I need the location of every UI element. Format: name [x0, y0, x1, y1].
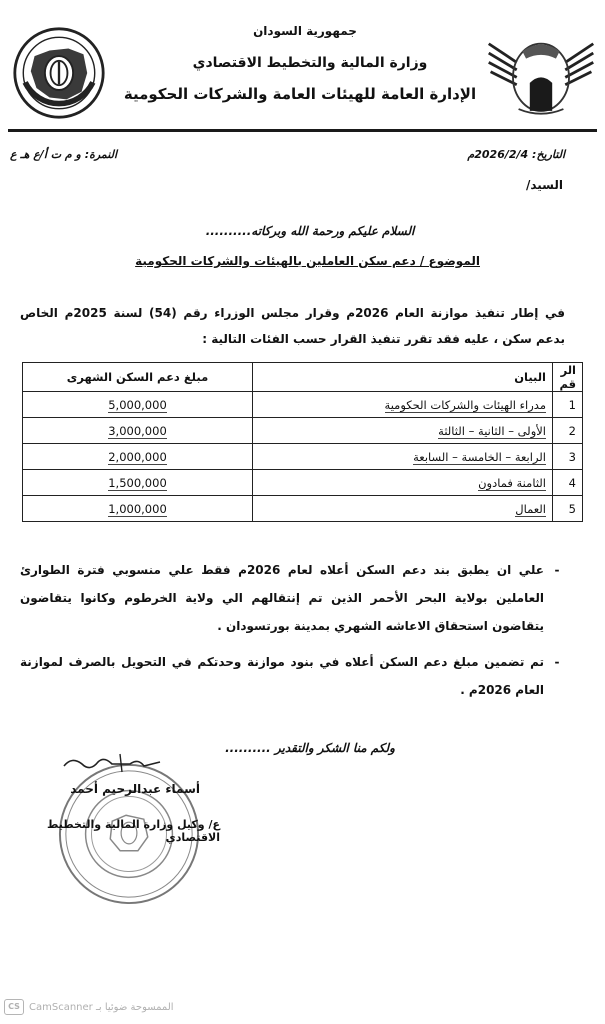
reference-number-field [10, 148, 117, 161]
header-number: الرقم [553, 363, 583, 392]
addressee: السيد/ [525, 178, 563, 192]
intro-paragraph: في إطار تنفيذ موازنة العام 2026م وقرار مجلس الوزراء رقم (54) لسنة 2025م الخاص بدعم سكن ، عليه فقد تقرر تنفيذ القرار حسب الفئات التالية : [20, 306, 566, 346]
handwritten-signature [60, 752, 170, 778]
subject-line: الموضوع / دعم سكن العاملين بالهيئات والشركات الحكومية [135, 254, 480, 268]
row-number: 3 [553, 444, 583, 470]
row-amount [23, 392, 253, 418]
note-item [20, 648, 570, 704]
row-number: 1 [553, 392, 583, 418]
note-item [20, 556, 570, 640]
number-label: النمرة: [84, 148, 118, 161]
ministry-name: وزارة المالية والتخطيط الاقتصادي [192, 55, 428, 71]
note-text: تم تضمين مبلغ دعم السكن أعلاه في بنود موازنة وحدتكم في التحويل بالصرف لموازنة العام 2026م . [20, 655, 544, 697]
row-amount-text: 2,000,000 [108, 449, 167, 464]
camscanner-watermark [4, 999, 174, 1015]
signatory-title: ع/ وكيل وزارة المالية والتخطيط الاقتصادي [47, 818, 220, 844]
row-description-text: الرابعة – الخامسة – السابعة [413, 449, 546, 464]
housing-allowance-table [22, 362, 583, 522]
row-description-text: العمال [515, 501, 546, 516]
row-description-text: مدراء الهيئات والشركات الحكومية [384, 397, 546, 412]
table-row [23, 444, 583, 470]
row-amount [23, 470, 253, 496]
closing-line: ولكم منا الشكر والتقدير .......... [225, 741, 395, 755]
country-name: جمهورية السودان [253, 24, 357, 38]
table-row [23, 392, 583, 418]
header-description: البيان [253, 363, 553, 392]
row-number: 2 [553, 418, 583, 444]
header-amount: مبلغ دعم السكن الشهرى [23, 363, 253, 392]
row-number: 5 [553, 496, 583, 522]
row-description [253, 418, 553, 444]
table-header-row [23, 363, 583, 392]
bullet-dash: - [554, 563, 560, 577]
sudan-eagle-emblem-logo [485, 30, 597, 120]
date-field [467, 148, 565, 161]
row-amount-text: 3,000,000 [108, 423, 167, 438]
row-amount [23, 444, 253, 470]
row-number: 4 [553, 470, 583, 496]
date-value: 2026/2/4م [467, 148, 529, 161]
row-description [253, 444, 553, 470]
row-amount [23, 418, 253, 444]
row-description-text: الأولى – الثانية – الثالثة [438, 423, 546, 438]
row-description [253, 470, 553, 496]
row-amount [23, 496, 253, 522]
camscanner-text: الممسوحة ضوئيا بـ CamScanner [29, 1001, 174, 1013]
camscanner-icon: CS [4, 999, 24, 1015]
table-row [23, 470, 583, 496]
row-amount-text: 5,000,000 [108, 397, 167, 412]
row-description [253, 496, 553, 522]
greeting: السلام عليكم ورحمة الله وبركاته.......... [205, 224, 415, 238]
header-divider [8, 129, 597, 132]
row-amount-text: 1,000,000 [108, 501, 167, 516]
date-label: التاريخ: [532, 148, 565, 161]
number-value: و م ت أ/ع هـ ع [10, 148, 81, 161]
table-row [23, 418, 583, 444]
bullet-dash: - [554, 655, 560, 669]
row-description [253, 392, 553, 418]
ministry-emblem-logo [12, 26, 106, 120]
row-description-text: الثامنة فمادون [478, 475, 546, 490]
table-row [23, 496, 583, 522]
department-name: الإدارة العامة للهيئات العامة والشركات الحكومية [123, 85, 477, 103]
row-amount-text: 1,500,000 [108, 475, 167, 490]
notes-list [20, 556, 570, 712]
signatory-name: أسماء عبدالرحيم أحمد [70, 782, 200, 796]
note-text: علي ان يطبق بند دعم السكن أعلاه لعام 2026م فقط علي منسوبي فترة الطوارئ العاملين بولاية البحر الأحمر الذين تم إنتقالهم الي ولاية الخرطوم وكانوا يتقاضون يتقاضون استحقاق الاعاشه الشهري بمدينة بورتسودان . [20, 563, 544, 633]
